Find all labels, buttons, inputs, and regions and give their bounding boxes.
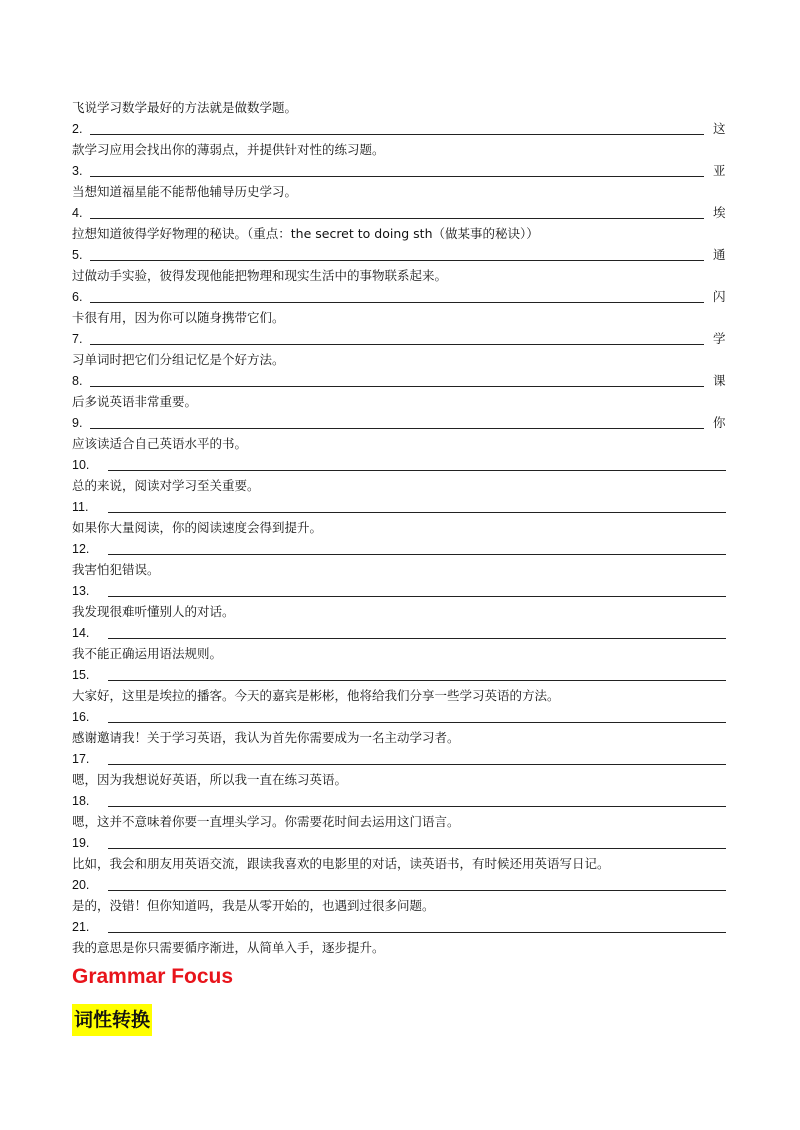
item-number: 8. [72,374,83,388]
line-tail-char: 你 [713,415,726,430]
answer-row [72,877,732,893]
answer-blank[interactable] [108,680,726,681]
answer-blank[interactable] [108,470,726,471]
answer-blank[interactable] [108,638,726,639]
answer-row [72,793,732,809]
item-number: 20. [72,878,90,892]
answer-blank[interactable] [108,764,726,765]
line-tail-char: 学 [713,331,726,346]
answer-blank[interactable] [90,302,704,303]
answer-row [72,247,732,263]
sentence-line: 总的来说，阅读对学习至关重要。 [72,478,260,493]
sentence-line: 感谢邀请我！关于学习英语，我认为首先你需要成为一名主动学习者。 [72,730,460,745]
answer-blank[interactable] [108,554,726,555]
sentence-line: 应该读适合自己英语水平的书。 [72,436,248,451]
answer-row [72,121,732,137]
answer-row [72,373,732,389]
item-number: 21. [72,920,90,934]
answer-row [72,667,732,683]
sentence-line: 习单词时把它们分组记忆是个好方法。 [72,352,285,367]
answer-row [72,751,732,767]
item-number: 14. [72,626,90,640]
answer-row [72,919,732,935]
answer-row [72,709,732,725]
answer-blank[interactable] [108,848,726,849]
answer-blank[interactable] [108,932,726,933]
answer-row [72,457,732,473]
item-number: 9. [72,416,83,430]
answer-blank[interactable] [90,176,704,177]
answer-blank[interactable] [90,218,704,219]
answer-blank[interactable] [90,344,704,345]
line-tail-char: 埃 [713,205,726,220]
item-number: 15. [72,668,90,682]
sentence-line: 过做动手实验，彼得发现他能把物理和现实生活中的事物联系起来。 [72,268,448,283]
answer-row [72,163,732,179]
answer-row [72,331,732,347]
sentence-line: 嗯，因为我想说好英语，所以我一直在练习英语。 [72,772,348,787]
item-number: 13. [72,584,90,598]
sentence-line: 我害怕犯错误。 [72,562,160,577]
grammar-focus-title: Grammar Focus [72,965,234,988]
line-tail-char: 课 [713,373,726,388]
sentence-line: 拉想知道彼得学好物理的秘诀。（重点：the secret to doing sth（做某事的秘诀）） [72,226,539,241]
answer-blank[interactable] [90,386,704,387]
word-form-heading: 词性转换 [72,1004,152,1036]
answer-blank[interactable] [108,512,726,513]
sentence-line: 我的意思是你只需要循序渐进，从简单入手，逐步提升。 [72,940,385,955]
answer-row [72,499,732,515]
item-number: 5. [72,248,83,262]
sentence-line: 如果你大量阅读，你的阅读速度会得到提升。 [72,520,323,535]
item-number: 4. [72,206,83,220]
answer-row [72,205,732,221]
answer-row [72,583,732,599]
answer-blank[interactable] [108,806,726,807]
sentence-line: 我发现很难听懂别人的对话。 [72,604,235,619]
answer-row [72,289,732,305]
answer-blank[interactable] [90,428,704,429]
sentence-line: 是的，没错！但你知道吗，我是从零开始的，也遇到过很多问题。 [72,898,435,913]
sentence-line: 款学习应用会找出你的薄弱点，并提供针对性的练习题。 [72,142,385,157]
answer-row [72,415,732,431]
sentence-line: 飞说学习数学最好的方法就是做数学题。 [72,100,298,115]
answer-blank[interactable] [90,260,704,261]
line-tail-char: 这 [713,121,726,136]
item-number: 19. [72,836,90,850]
sentence-line: 我不能正确运用语法规则。 [72,646,223,661]
item-number: 17. [72,752,90,766]
sentence-line: 嗯，这并不意味着你要一直埋头学习。你需要花时间去运用这门语言。 [72,814,460,829]
item-number: 7. [72,332,83,346]
answer-row [72,835,732,851]
answer-row [72,625,732,641]
item-number: 18. [72,794,90,808]
item-number: 3. [72,164,83,178]
item-number: 10. [72,458,90,472]
answer-blank[interactable] [108,722,726,723]
item-number: 2. [72,122,83,136]
answer-blank[interactable] [90,134,704,135]
answer-blank[interactable] [108,596,726,597]
item-number: 16. [72,710,90,724]
sentence-line: 后多说英语非常重要。 [72,394,198,409]
sentence-line: 大家好，这里是埃拉的播客。今天的嘉宾是彬彬，他将给我们分享一些学习英语的方法。 [72,688,560,703]
sentence-line: 比如，我会和朋友用英语交流，跟读我喜欢的电影里的对话，读英语书，有时候还用英语写日记。 [72,856,610,871]
item-number: 12. [72,542,90,556]
answer-blank[interactable] [108,890,726,891]
answer-row [72,541,732,557]
item-number: 11. [72,500,89,514]
line-tail-char: 亚 [713,163,726,178]
line-tail-char: 闪 [713,289,726,304]
line-tail-char: 通 [713,247,726,262]
sentence-line: 卡很有用，因为你可以随身携带它们。 [72,310,285,325]
item-number: 6. [72,290,83,304]
sentence-line: 当想知道福星能不能帮他辅导历史学习。 [72,184,298,199]
